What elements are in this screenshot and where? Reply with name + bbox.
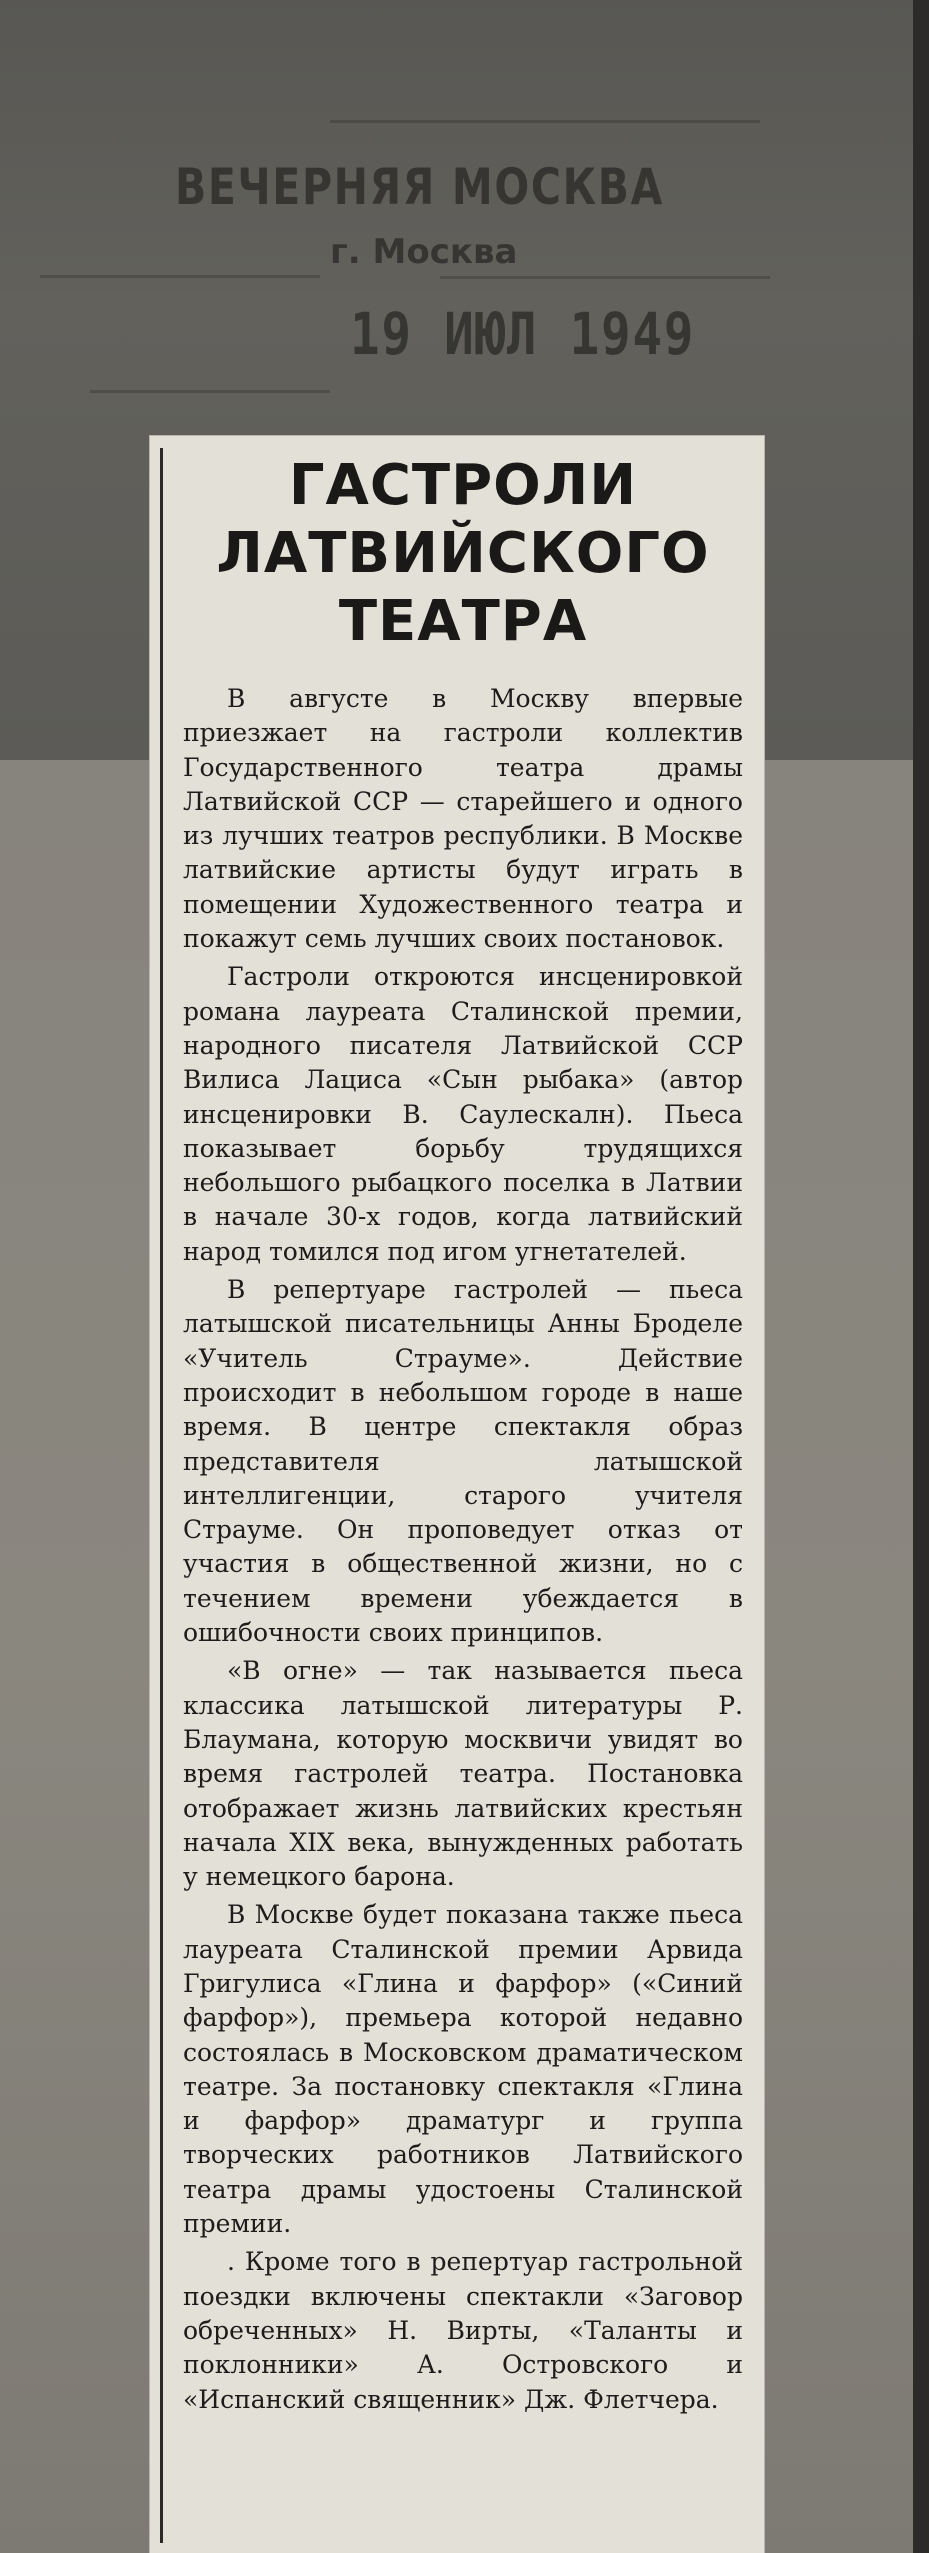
stamp-rule <box>330 120 760 123</box>
article-body <box>183 682 743 2417</box>
article-paragraph: . Кроме того в репертуар гастрольной поездки включены спектакли «Заговор обреченных» Н. Вирты, «Таланты и поклонники» А. Островского и «Испанский священник» Дж. Флетчера. <box>183 2247 743 2414</box>
article-paragraph: Гастроли откроются инсценировкой романа лауреата Сталинской премии, народного писателя Латвийской ССР Вилиса Лациса «Сын рыбака» (автор инсценировки В. Саулескалн). Пьеса показывает борьбу трудящихся небольшого рыбацкого поселка в Латвии в начале 30-х годов, когда латвийский народ томился под игом угнетателей. <box>183 962 743 1266</box>
stamp-date: 19 ИЮЛ 1949 <box>350 300 696 368</box>
stamp-city: г. Москва <box>330 232 518 272</box>
board-edge <box>913 0 929 2553</box>
article-paragraph: В Москве будет показана также пьеса лауреата Сталинской премии Арвида Григулиса «Глина и фарфор» («Синий фарфор»), премьера которой недавно состоялась в Московском драматическом театре. За постановку спектакля «Глина и фарфор» драматург и группа творческих работников Латвийского театра драмы удостоены Сталинской премии. <box>183 1900 743 2239</box>
headline-line: ГАСТРОЛИ <box>288 453 638 518</box>
stamp-rule <box>440 276 770 279</box>
stamp-rule <box>90 390 330 393</box>
article-paragraph: В августе в Москву впервые приезжает на гастроли коллектив Государственного театра драмы Латвийской ССР — старейшего и одного из лучших театров республики. В Москве латвийские артисты будут играть в помещении Художественного театра и покажут семь лучших своих постановок. <box>183 684 743 954</box>
headline-line: ЛАТВИЙСКОГО <box>216 521 710 586</box>
stamp-newspaper-name: ВЕЧЕРНЯЯ МОСКВА <box>175 158 665 216</box>
article-paragraph: В репертуаре гастролей — пьеса латышской писательницы Анны Броделе «Учитель Страуме». Действие происходит в небольшом городе в наше время. В центре спектакля образ представителя латышской интеллигенции, старого учителя Страуме. Он проповедует отказ от участия в общественной жизни, но с течением времени убеждается в ошибочности своих принципов. <box>183 1275 743 1648</box>
article-headline <box>163 452 763 656</box>
headline-line: ТЕАТРА <box>338 589 588 654</box>
article-paragraph: «В огне» — так называется пьеса классика латышской литературы Р. Блаумана, которую москвичи увидят во время гастролей театра. Постановка отображает жизнь латвийских крестьян начала XIX века, вынужденных работать у немецкого барона. <box>183 1656 743 1892</box>
clipping-column-rule <box>160 448 163 2543</box>
stamp-rule <box>40 275 320 278</box>
